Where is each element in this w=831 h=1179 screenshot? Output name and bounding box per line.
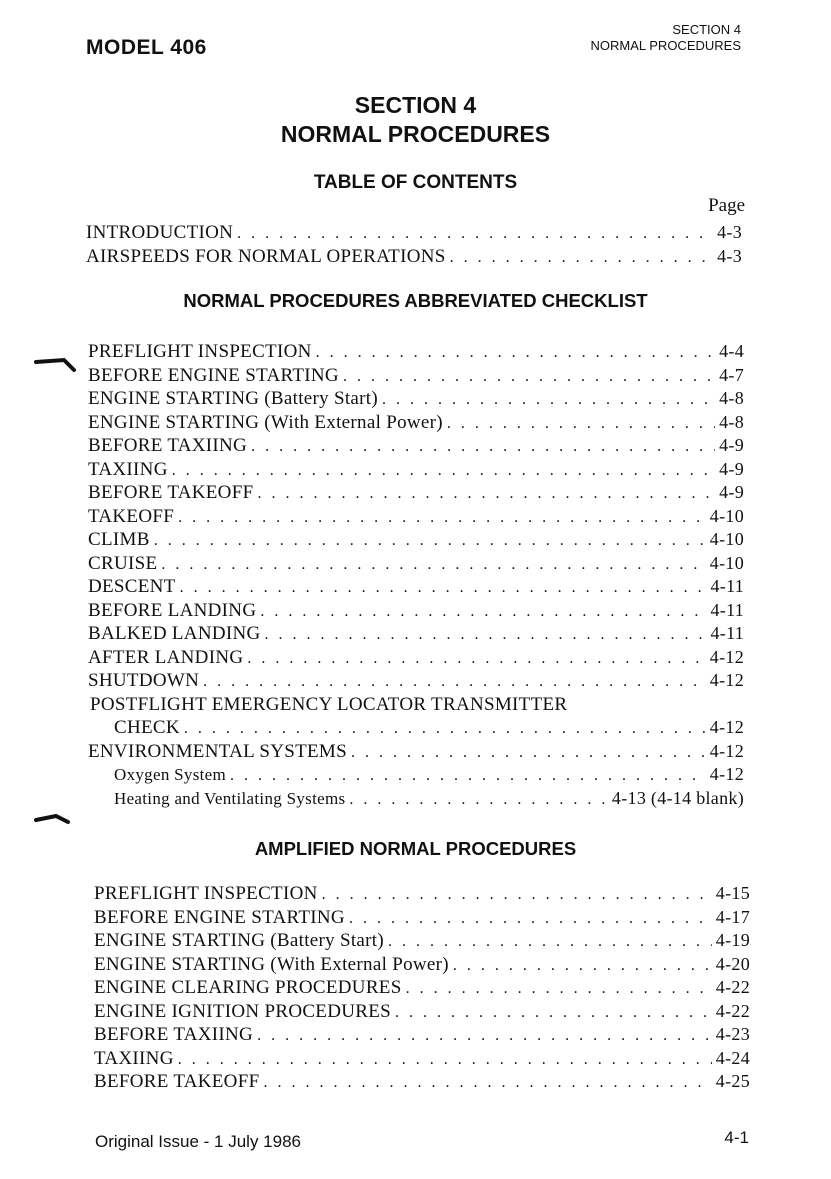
running-header-model: MODEL 406 [86,36,207,59]
leader-dots [180,579,707,597]
leader-dots [349,910,712,928]
toc-subentry[interactable] [88,764,744,788]
toc-entry[interactable] [94,883,750,907]
header-section-number: SECTION 4 [672,22,741,37]
toc-entry-label: INTRODUCTION [86,222,234,243]
leader-dots [351,744,706,762]
toc-entry-page: 4-25 [715,1071,750,1091]
toc-entry-page: 4-8 [719,411,744,432]
leader-dots [178,509,706,527]
leader-dots [203,673,706,691]
toc-entry[interactable] [86,222,742,246]
amplified-procedures-heading: AMPLIFIED NORMAL PROCEDURES [254,838,577,859]
toc-entry[interactable] [88,600,744,624]
toc-entry-label: DESCENT [88,576,176,597]
toc-entry-page: 4-3 [717,245,742,266]
toc-subentry[interactable] [88,788,744,812]
toc-entry-label: TAKEOFF [88,505,175,527]
toc-entry[interactable] [94,907,750,931]
toc-entry-page: 4-4 [719,341,744,361]
toc-entry-label: ENGINE STARTING (With External Power) [88,411,443,433]
toc-entry-page: 4-9 [719,458,744,479]
toc-entry-page: 4-24 [715,1047,750,1068]
toc-entry-label: ENGINE STARTING (Battery Start) [94,930,384,951]
toc-entry-label: BALKED LANDING [88,623,261,644]
toc-entry[interactable] [88,553,744,577]
toc-entry[interactable] [94,1001,750,1025]
toc-entry-label: BEFORE LANDING [88,599,257,621]
leader-dots [406,980,712,998]
toc-entry[interactable] [94,954,750,978]
toc-entry-page: 4-10 [709,529,744,549]
toc-entry[interactable] [88,576,744,600]
toc-entry-page: 4-19 [715,930,750,950]
toc-entry-page: 4-12 [709,670,744,690]
toc-entry-page: 4-3 [717,222,742,242]
toc-entry[interactable] [94,1048,750,1072]
leader-dots [343,368,715,386]
toc-entry[interactable] [88,388,744,412]
toc-entry-label: BEFORE TAKEOFF [94,1071,260,1092]
running-header-section [591,22,741,54]
toc-entry-label: ENGINE CLEARING PROCEDURES [94,977,402,998]
toc-entry-page: 4-10 [709,552,744,573]
toc-entry[interactable] [94,1024,750,1048]
toc-entry-label: BEFORE ENGINE STARTING [94,906,345,928]
toc-entry[interactable] [88,341,744,365]
leader-dots [172,462,715,480]
revision-bar-mark [34,352,80,376]
footer-issue-date: Original Issue - 1 July 1986 [95,1132,301,1151]
leader-dots [257,485,715,503]
toc-entry-label: Heating and Ventilating Systems [114,788,346,808]
toc-entry-page: 4-12 [709,646,744,667]
leader-dots [382,391,715,409]
toc-entry[interactable] [88,506,744,530]
toc-entry-label: TAXIING [94,1047,174,1069]
toc-entry-page: 4-13 (4-14 blank) [611,787,744,808]
toc-entry[interactable] [88,647,744,671]
toc-entry-page: 4-11 [710,599,744,620]
toc-entry-label: Oxygen System [114,765,227,784]
toc-entry[interactable] [88,412,744,436]
toc-entry[interactable] [88,365,744,389]
footer-page-number: 4-1 [724,1128,749,1147]
toc-entry-label: AIRSPEEDS FOR NORMAL OPERATIONS [86,245,446,267]
leader-dots [263,1074,711,1092]
section-subtitle: NORMAL PROCEDURES [280,121,551,147]
toc-entry-label: BEFORE ENGINE STARTING [88,364,339,386]
leader-dots [395,1004,712,1022]
toc-entry-label: ENGINE STARTING (With External Power) [94,953,449,975]
abbreviated-checklist-heading: NORMAL PROCEDURES ABBREVIATED CHECKLIST [183,290,648,311]
leader-dots [316,344,715,362]
toc-entry-label: BEFORE TAXIING [94,1024,254,1045]
toc-entry-label: CLIMB [88,529,150,550]
leader-dots [251,438,715,456]
header-section-name: NORMAL PROCEDURES [590,38,741,53]
leader-dots [388,933,712,951]
toc-entry-page: 4-9 [719,482,744,502]
toc-entry[interactable] [88,623,744,647]
toc-entry-label: CHECK [114,717,180,738]
toc-entry-page: 4-12 [709,764,744,784]
leader-dots [230,767,706,785]
toc-entry-label: CRUISE [88,552,158,574]
toc-entry[interactable] [94,977,750,1001]
toc-entry-page: 4-22 [715,977,750,997]
leader-dots [178,1051,712,1069]
toc-intro-list [86,222,742,269]
leader-dots [154,532,706,550]
leader-dots [322,886,712,904]
toc-entry[interactable] [88,529,744,553]
toc-entry[interactable] [88,717,744,741]
page-column-label: Page [708,195,745,216]
toc-entry-continued [88,694,744,718]
toc-entry-label: PREFLIGHT INSPECTION [94,883,318,904]
toc-entry-page: 4-9 [719,435,744,455]
toc-entry-label: AFTER LANDING [88,646,244,668]
toc-entry[interactable] [94,1071,750,1095]
toc-entry-label: SHUTDOWN [88,670,200,691]
toc-entry-label: PREFLIGHT INSPECTION [88,341,312,362]
leader-dots [453,957,712,975]
revision-bar-mark [34,808,74,828]
toc-entry-page: 4-11 [710,576,744,596]
toc-entry-label: ENGINE STARTING (Battery Start) [88,388,378,409]
toc-abbreviated-list [88,341,744,811]
toc-entry[interactable] [88,741,744,765]
toc-entry-label: ENVIRONMENTAL SYSTEMS [88,740,347,762]
toc-entry-page: 4-20 [715,953,750,974]
toc-entry-page: 4-15 [715,883,750,903]
toc-entry-label: TAXIING [88,458,168,480]
toc-entry-page: 4-12 [709,717,744,737]
leader-dots [265,626,707,644]
leader-dots [161,556,705,574]
leader-dots [237,225,713,243]
leader-dots [257,1027,712,1045]
toc-entry[interactable] [94,930,750,954]
leader-dots [184,720,706,738]
toc-entry-page: 4-22 [715,1000,750,1021]
toc-entry-page: 4-17 [715,906,750,927]
toc-entry[interactable] [88,670,744,694]
toc-entry-page: 4-7 [719,364,744,385]
leader-dots [349,791,608,809]
toc-entry-label: BEFORE TAKEOFF [88,482,254,503]
toc-entry-page: 4-12 [709,740,744,761]
toc-entry-label: BEFORE TAXIING [88,435,248,456]
toc-entry-label: ENGINE IGNITION PROCEDURES [94,1000,392,1022]
toc-entry-page: 4-10 [709,505,744,526]
toc-entry[interactable] [88,482,744,506]
leader-dots [260,603,706,621]
section-title: SECTION 4 [354,92,477,118]
toc-entry[interactable] [88,435,744,459]
toc-entry[interactable] [88,459,744,483]
toc-title: TABLE OF CONTENTS [313,172,518,193]
toc-entry-page: 4-11 [710,623,744,643]
leader-dots [450,249,713,267]
toc-entry[interactable] [86,246,742,270]
leader-dots [447,415,715,433]
leader-dots [247,650,705,668]
toc-entry-page: 4-8 [719,388,744,408]
toc-entry-label: POSTFLIGHT EMERGENCY LOCATOR TRANSMITTER [90,693,568,715]
toc-entry-page: 4-23 [715,1024,750,1044]
toc-amplified-list [94,883,750,1095]
